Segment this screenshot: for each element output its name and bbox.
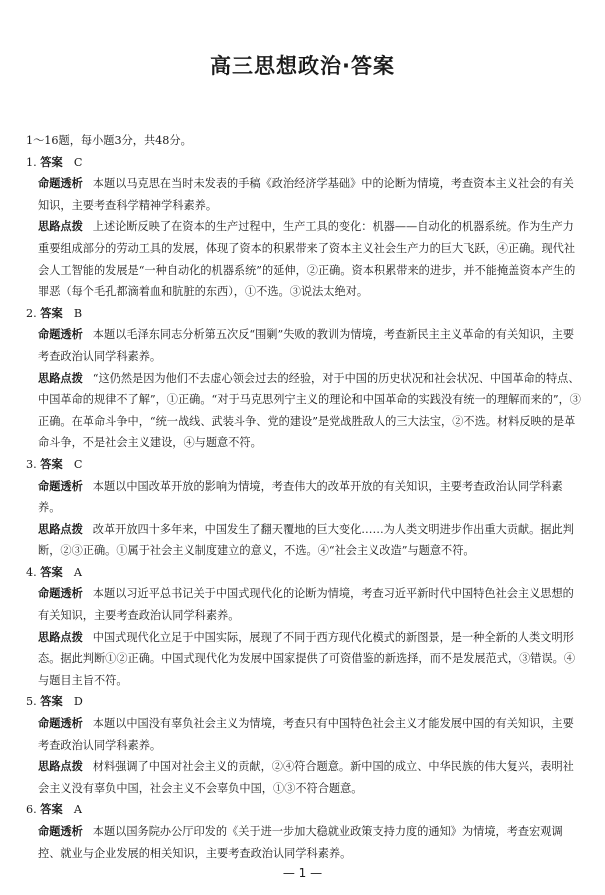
paragraph-text: 本题以马克思在当时未发表的手稿《政治经济学基础》中的论断为情境，考查资本主义社会的有关知识，主要考查科学精神学科素养。: [38, 177, 574, 212]
question-number: 6.: [26, 803, 37, 817]
question-number: 4.: [26, 565, 37, 579]
answer-choice: C: [73, 457, 83, 471]
analysis-paragraph: [26, 476, 584, 519]
reasoning-paragraph: [26, 368, 584, 454]
paragraph-label: 思路点拨: [38, 220, 83, 234]
question-block: [26, 454, 584, 562]
analysis-paragraph: [26, 821, 584, 864]
question-number: 2.: [26, 306, 37, 320]
answer-label: 答案: [40, 803, 63, 817]
question-number: 5.: [26, 695, 37, 709]
paragraph-label: 命题透析: [38, 587, 83, 601]
paragraph-label: 思路点拨: [38, 522, 83, 536]
reasoning-paragraph: [26, 216, 584, 302]
paragraph-label: 思路点拨: [38, 371, 83, 385]
paragraph-text: 改革开放四十多年来，中国发生了翻天覆地的巨大变化……为人类文明进步作出重大贡献。据此判断，②③正确。①属于社会主义制度建立的意义，不选。④“社会主义改造”与题意不符。: [38, 522, 574, 558]
analysis-paragraph: [26, 173, 584, 216]
paragraph-label: 思路点拨: [38, 630, 83, 644]
answer-choice: C: [73, 155, 83, 169]
section-intro: 1～16题，每小题3分，共48分。: [26, 134, 192, 147]
analysis-paragraph: [26, 583, 584, 626]
paragraph-label: 命题透析: [38, 825, 83, 838]
answer-label: 答案: [40, 565, 63, 579]
analysis-paragraph: [26, 324, 584, 367]
paragraph-text: 材料强调了中国对社会主义的贡献，②④符合题意。新中国的成立、中华民族的伟大复兴，表明社会主义没有辜负中国，社会主义不会辜负中国，①③不符合题意。: [38, 760, 574, 795]
paragraph-text: 本题以毛泽东同志分析第五次反“围剿”失败的教训为情境，考查新民主主义革命的有关知识，主要考查政治认同学科素养。: [38, 328, 575, 363]
paragraph-text: 上述论断反映了在资本的生产过程中，生产工具的变化：机器——自动化的机器系统。作为生产力重要组成部分的劳动工具的发展，体现了资本的积累带来了资本主义社会生产力的巨大飞跃，④正确。现代社会人工智能的发展是“一种自动化的机器系统”的延伸，②正确。资本积累带来的进步，并不能掩盖资本产生的罪恶（每个毛孔都滴着血和肮脏的东西），①不选。③说法太绝对。: [38, 220, 576, 299]
paragraph-text: 本题以国务院办公厅印发的《关于进一步加大稳就业政策支持力度的通知》为情境，考查宏观调控、就业与企业发展的相关知识，主要考查政治认同学科素养。: [38, 825, 563, 860]
reasoning-paragraph: [26, 627, 584, 692]
question-answer-line: [26, 691, 584, 713]
answer-content: [26, 130, 584, 864]
question-answer-line: [26, 799, 584, 821]
page-title: 高三思想政治·答案: [210, 54, 395, 78]
paragraph-label: 命题透析: [38, 177, 83, 191]
paragraph-label: 命题透析: [38, 479, 83, 493]
question-answer-line: [26, 152, 584, 174]
question-block: [26, 152, 584, 303]
paragraph-label: 思路点拨: [38, 760, 83, 774]
question-number: 1.: [26, 155, 37, 169]
question-block: [26, 562, 584, 692]
reasoning-paragraph: [26, 756, 584, 799]
answer-choice: B: [73, 306, 83, 320]
question-answer-line: [26, 454, 584, 476]
answer-choice: A: [73, 565, 82, 579]
paragraph-label: 命题透析: [38, 328, 83, 342]
question-number: 3.: [26, 457, 37, 471]
reasoning-paragraph: [26, 519, 584, 562]
paragraph-label: 命题透析: [38, 717, 83, 731]
answer-label: 答案: [40, 306, 63, 320]
page-number: — 1 —: [282, 866, 323, 880]
paragraph-text: 本题以习近平总书记关于中国式现代化的论断为情境，考查习近平新时代中国特色社会主义思想的有关知识，主要考查政治认同学科素养。: [38, 587, 574, 623]
answer-label: 答案: [40, 695, 63, 709]
question-list: [26, 152, 584, 865]
answer-label: 答案: [40, 155, 63, 169]
answer-choice: D: [73, 695, 83, 709]
paragraph-text: 本题以中国改革开放的影响为情境，考查伟大的改革开放的有关知识，主要考查政治认同学科素养。: [38, 479, 563, 515]
question-answer-line: [26, 303, 584, 325]
answer-choice: A: [73, 803, 82, 817]
question-block: [26, 691, 584, 799]
answer-label: 答案: [40, 457, 63, 471]
paragraph-text: “这仍然是因为他们不去虚心领会过去的经验，对于中国的历史状况和社会状况、中国革命的特点、中国革命的规律不了解”，①正确。“对于马克思列宁主义的理论和中国革命的实践没有统一的理解而来的”，③正确。在革命斗争中，“统一战线、武装斗争、党的建设”是党战胜敌人的三大法宝，②不选。材料反映的是革命斗争，不是社会主义建设，④与题意不符。: [38, 371, 581, 450]
analysis-paragraph: [26, 713, 584, 756]
question-block: [26, 303, 584, 454]
question-answer-line: [26, 562, 584, 584]
paragraph-text: 中国式现代化立足于中国实际，展现了不同于西方现代化模式的新图景，是一种全新的人类文明形态。据此判断①②正确。中国式现代化为发展中国家提供了可资借鉴的新选择，而不是发展范式，③错误。④与题目主旨不符。: [38, 630, 576, 687]
paragraph-text: 本题以中国没有辜负社会主义为情境，考查只有中国特色社会主义才能发展中国的有关知识，主要考查政治认同学科素养。: [38, 717, 574, 752]
question-block: [26, 799, 584, 864]
